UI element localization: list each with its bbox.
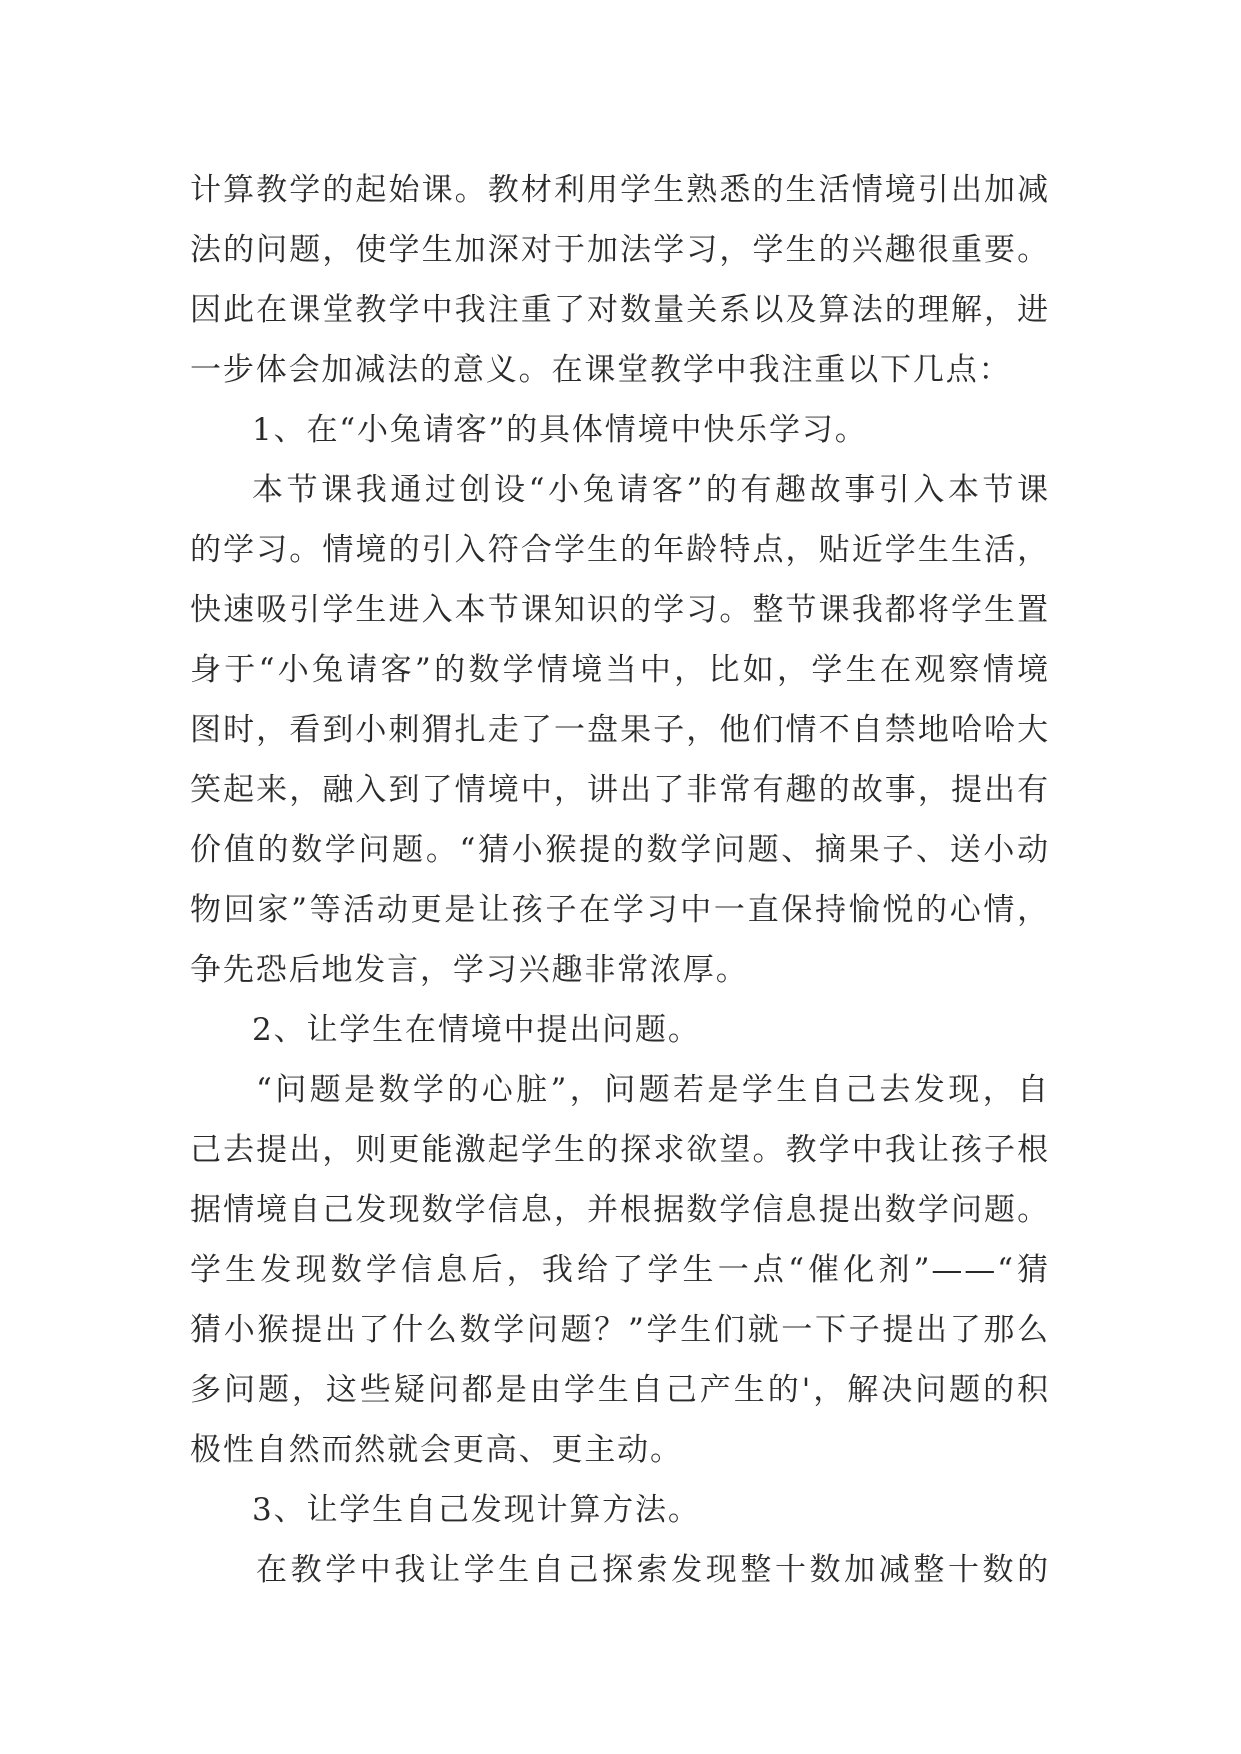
section-heading-3: 3、让学生自己发现计算方法。: [252, 1492, 701, 1528]
paragraph-line: 一步体会加减法的意义。在课堂教学中我注重以下几点：: [190, 352, 1012, 388]
section-heading-2: 2、让学生在情境中提出问题。: [252, 1012, 701, 1048]
document-body: [190, 160, 1050, 1600]
paragraph-line: 极性自然而然就会更高、更主动。: [190, 1432, 683, 1468]
paragraph-line: 图时，看到小刺猬扎走了一盘果子，他们情不自禁地哈哈大: [190, 712, 1050, 748]
section-heading-1: 1、在“小兔请客”的具体情境中快乐学习。: [252, 412, 868, 448]
paragraph-line: 争先恐后地发言，学习兴趣非常浓厚。: [190, 952, 749, 988]
paragraph-line: 在教学中我让学生自己探索发现整十数加减整十数的: [256, 1552, 1050, 1588]
paragraph-line: 猜小猴提出了什么数学问题？”学生们就一下子提出了那么: [190, 1312, 1050, 1348]
paragraph-line: 笑起来，融入到了情境中，讲出了非常有趣的故事，提出有: [190, 772, 1050, 808]
paragraph-line: 因此在课堂教学中我注重了对数量关系以及算法的理解，进: [190, 292, 1050, 328]
paragraph-line: 物回家”等活动更是让孩子在学习中一直保持愉悦的心情，: [190, 892, 1050, 928]
paragraph-line: 学生发现数学信息后，我给了学生一点“催化剂”——“猜: [190, 1252, 1050, 1288]
paragraph-line: 快速吸引学生进入本节课知识的学习。整节课我都将学生置: [190, 592, 1050, 628]
paragraph-line: 法的问题，使学生加深对于加法学习，学生的兴趣很重要。: [190, 232, 1050, 268]
paragraph-line: 计算教学的起始课。教材利用学生熟悉的生活情境引出加减: [190, 172, 1050, 208]
paragraph-line: “问题是数学的心脏”，问题若是学生自己去发现，自: [256, 1072, 1050, 1108]
paragraph-line: 己去提出，则更能激起学生的探求欲望。教学中我让孩子根: [190, 1132, 1050, 1168]
paragraph-line: 据情境自己发现数学信息，并根据数学信息提出数学问题。: [190, 1192, 1050, 1228]
paragraph-line: 本节课我通过创设“小兔请客”的有趣故事引入本节课: [252, 472, 1050, 508]
paragraph-line: 多问题，这些疑问都是由学生自己产生的'，解决问题的积: [190, 1372, 1050, 1408]
paragraph-line: 身于“小兔请客”的数学情境当中，比如，学生在观察情境: [190, 652, 1050, 688]
paragraph-line: 价值的数学问题。“猜小猴提的数学问题、摘果子、送小动: [190, 832, 1050, 868]
paragraph-line: 的学习。情境的引入符合学生的年龄特点，贴近学生生活，: [190, 532, 1050, 568]
